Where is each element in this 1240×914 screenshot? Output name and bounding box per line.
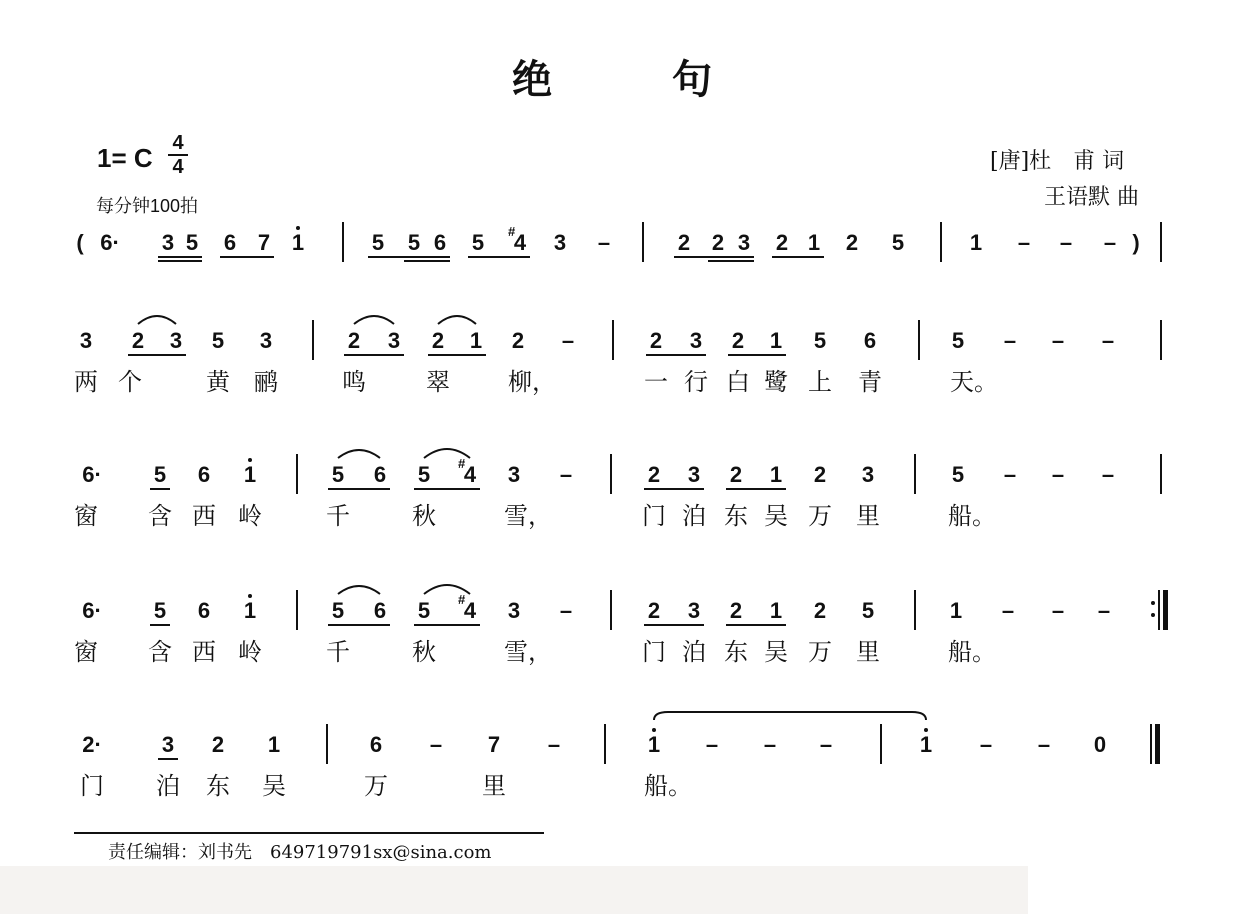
note: 6· — [82, 462, 102, 487]
note: – — [1103, 230, 1117, 255]
note: – — [547, 732, 561, 757]
note: – — [1017, 230, 1031, 255]
lyric-char: 个 — [118, 368, 142, 396]
slur — [438, 316, 476, 324]
note: 3 — [387, 328, 401, 353]
note: 2 — [731, 328, 745, 353]
note: 5 — [407, 230, 421, 255]
note: 2 — [813, 462, 827, 487]
note: 2· — [82, 732, 102, 757]
note: 2 — [677, 230, 691, 255]
footer-rule — [74, 832, 544, 834]
note: 4 — [463, 598, 477, 623]
slur — [424, 449, 470, 458]
note: 1 — [469, 328, 483, 353]
lyric-char: 岭 — [238, 502, 262, 530]
slur — [424, 585, 470, 594]
lyric-char: 东 — [724, 502, 748, 530]
slur — [338, 586, 380, 594]
note: – — [1051, 328, 1065, 353]
note: 5 — [331, 598, 345, 623]
note: 5 — [471, 230, 485, 255]
note: 6 — [863, 328, 877, 353]
note: 2 — [729, 462, 743, 487]
lyric-char: 东 — [206, 772, 230, 800]
lyric-char: 含 — [148, 502, 172, 530]
note: 2 — [131, 328, 145, 353]
note: 1 — [291, 230, 305, 255]
note: – — [597, 230, 611, 255]
note: ( — [76, 230, 84, 255]
time-signature-bottom: 4 — [172, 156, 184, 178]
note: 5 — [813, 328, 827, 353]
lyric-char: 一 — [644, 368, 668, 396]
lyric-char: 窗 — [74, 638, 98, 666]
lyric-char: 雪， — [504, 502, 552, 530]
note: – — [1059, 230, 1073, 255]
note: 2 — [813, 598, 827, 623]
note: 1 — [949, 598, 963, 623]
note: – — [1003, 328, 1017, 353]
lyric-char: 门 — [80, 772, 104, 800]
lyric-char: 行 — [684, 368, 708, 396]
sharp-accidental: # — [458, 456, 466, 471]
note: 2 — [431, 328, 445, 353]
lyric-char: 白 — [726, 368, 750, 396]
note: – — [561, 328, 575, 353]
note: 3 — [79, 328, 93, 353]
lyric-char: 西 — [192, 638, 216, 666]
lyric-char: 万 — [364, 772, 388, 800]
note: – — [763, 732, 777, 757]
lyric-char: 泊 — [682, 502, 706, 530]
lyric-char: 天。 — [950, 368, 998, 396]
note: – — [559, 462, 573, 487]
lyric-char: 船。 — [948, 638, 996, 666]
note: – — [1051, 598, 1065, 623]
lyric-char: 岭 — [238, 638, 262, 666]
note: 3 — [507, 598, 521, 623]
note: 5 — [951, 328, 965, 353]
note: – — [979, 732, 993, 757]
note: 3 — [259, 328, 273, 353]
lyric-char: 吴 — [262, 772, 286, 800]
lyric-char: 里 — [856, 638, 880, 666]
song-title: 绝 句 — [512, 56, 712, 103]
note: 2 — [729, 598, 743, 623]
page-bottom-strip — [0, 866, 1028, 914]
lyric-char: 万 — [808, 638, 832, 666]
note: ) — [1132, 230, 1140, 255]
note: 3 — [169, 328, 183, 353]
note: 2 — [511, 328, 525, 353]
note: 7 — [487, 732, 501, 757]
lyric-char: 船。 — [948, 502, 996, 530]
note: 1 — [267, 732, 281, 757]
note: 2 — [649, 328, 663, 353]
lyric-char: 上 — [808, 368, 832, 396]
note: 3 — [737, 230, 751, 255]
note: 5 — [417, 598, 431, 623]
note: 6 — [433, 230, 447, 255]
tie — [654, 712, 926, 720]
note: – — [1003, 462, 1017, 487]
note: 1 — [769, 328, 783, 353]
lyric-char: 万 — [808, 502, 832, 530]
note: 1 — [243, 598, 257, 623]
lyric-char: 千 — [326, 502, 350, 530]
note: – — [1101, 462, 1115, 487]
lyric-char: 泊 — [156, 772, 180, 800]
note: – — [429, 732, 443, 757]
note: 1 — [243, 462, 257, 487]
note: 3 — [507, 462, 521, 487]
note: 3 — [687, 462, 701, 487]
note: 6 — [197, 598, 211, 623]
lyric-char: 两 — [74, 368, 98, 396]
note: 2 — [647, 462, 661, 487]
note: 6 — [373, 462, 387, 487]
lyric-char: 青 — [858, 368, 882, 396]
note: – — [559, 598, 573, 623]
note: 3 — [161, 230, 175, 255]
note: 5 — [861, 598, 875, 623]
lyric-char: 门 — [642, 638, 666, 666]
note: 5 — [417, 462, 431, 487]
lyric-char: 秋 — [412, 638, 436, 666]
note: 2 — [845, 230, 859, 255]
lyric-char: 窗 — [74, 502, 98, 530]
note: 5 — [211, 328, 225, 353]
lyric-char: 船。 — [644, 772, 692, 800]
lyric-char: 鹂 — [254, 368, 278, 396]
note: – — [1001, 598, 1015, 623]
note: 5 — [153, 598, 167, 623]
lyric-char: 翠 — [426, 368, 450, 396]
lyric-char: 柳， — [508, 368, 556, 396]
lyric-char: 鹭 — [764, 368, 788, 396]
note: 3 — [687, 598, 701, 623]
lyric-char: 秋 — [412, 502, 436, 530]
note: – — [1037, 732, 1051, 757]
lyric-char: 吴 — [764, 502, 788, 530]
note: – — [705, 732, 719, 757]
lyricist-credit: [唐]杜 甫 词 — [990, 149, 1125, 174]
note: 5 — [951, 462, 965, 487]
note: 1 — [807, 230, 821, 255]
note: 0 — [1093, 732, 1107, 757]
composer-credit: 王语默 曲 — [1044, 185, 1139, 210]
slur — [338, 450, 380, 458]
note: 3 — [553, 230, 567, 255]
note: 6· — [100, 230, 120, 255]
sharp-accidental: # — [508, 224, 516, 239]
lyric-char: 东 — [724, 638, 748, 666]
note: 2 — [211, 732, 225, 757]
note: 2 — [775, 230, 789, 255]
lyric-char: 雪， — [504, 638, 552, 666]
note: 6 — [197, 462, 211, 487]
note: 6· — [82, 598, 102, 623]
slur — [138, 316, 176, 324]
note: – — [1051, 462, 1065, 487]
note: 2 — [347, 328, 361, 353]
lyric-char: 泊 — [682, 638, 706, 666]
note: 7 — [257, 230, 271, 255]
key-signature: 1= C — [97, 143, 153, 173]
note: – — [1097, 598, 1111, 623]
note: – — [1101, 328, 1115, 353]
sharp-accidental: # — [458, 592, 466, 607]
time-signature-top: 4 — [172, 132, 184, 154]
note: 6 — [223, 230, 237, 255]
lyric-char: 含 — [148, 638, 172, 666]
note: 1 — [769, 462, 783, 487]
note: 2 — [647, 598, 661, 623]
note: 6 — [373, 598, 387, 623]
lyric-char: 吴 — [764, 638, 788, 666]
note: 1 — [919, 732, 933, 757]
lyric-char: 里 — [482, 772, 506, 800]
note: 1 — [647, 732, 661, 757]
note: 3 — [861, 462, 875, 487]
note: 5 — [371, 230, 385, 255]
note: 1 — [769, 598, 783, 623]
lyric-char: 西 — [192, 502, 216, 530]
lyric-char: 黄 — [206, 368, 230, 396]
lyric-char: 千 — [326, 638, 350, 666]
note: 5 — [331, 462, 345, 487]
note: 3 — [689, 328, 703, 353]
note: 3 — [161, 732, 175, 757]
tempo-marking: 每分钟100拍 — [96, 196, 199, 216]
note: 1 — [969, 230, 983, 255]
note: 4 — [513, 230, 527, 255]
lyric-char: 门 — [642, 502, 666, 530]
note: – — [819, 732, 833, 757]
slur — [354, 316, 394, 324]
editor-credit: 责任编辑：刘书先 649719791sx@sina.com — [108, 842, 492, 863]
lyric-char: 里 — [856, 502, 880, 530]
lyric-char: 鸣 — [342, 368, 366, 396]
note: 5 — [185, 230, 199, 255]
note: 6 — [369, 732, 383, 757]
note: 5 — [153, 462, 167, 487]
note: 2 — [711, 230, 725, 255]
note: 4 — [463, 462, 477, 487]
note: 5 — [891, 230, 905, 255]
